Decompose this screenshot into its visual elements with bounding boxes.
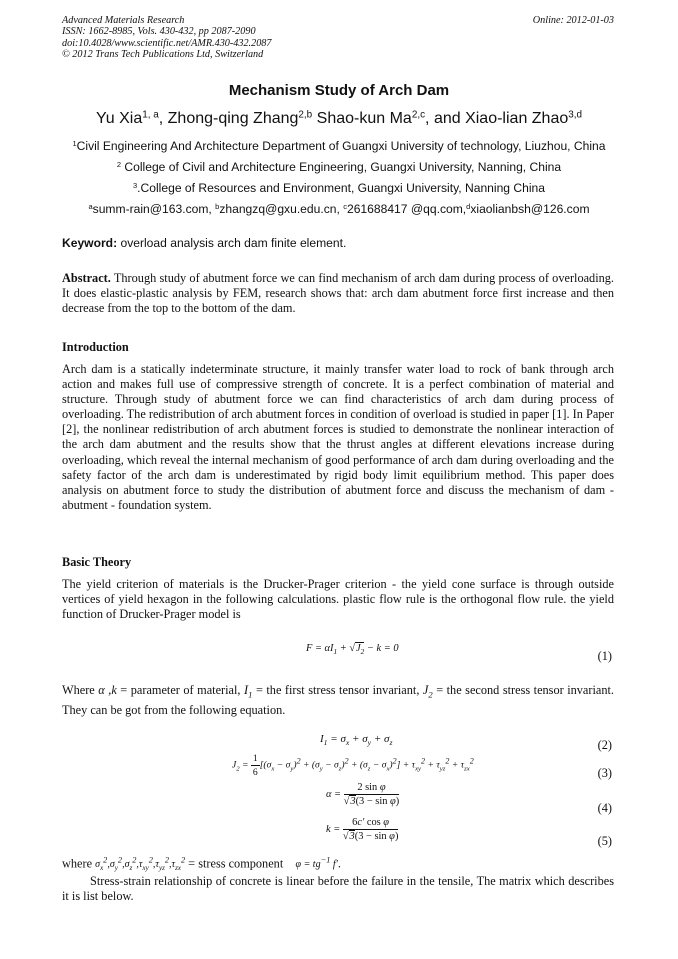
stress-components-symbols: $\sigma_x^2,\sigma_y^2,\sigma_z^2,\tau_{xy}^2,\tau_{yz}^2,\tau_{zx}^2$ <box>95 856 186 873</box>
online-date: Online: 2012-01-03 <box>532 15 614 26</box>
where-text: = parameter of material, <box>116 683 245 697</box>
phi-formula: $\varphi = tg^{-1}$ f′ <box>295 856 338 871</box>
copyright-line: © 2012 Trans Tech Publications Ltd, Switzerland <box>62 49 264 61</box>
email-link[interactable]: zhangzq@gxu.edu.cn, <box>219 202 344 216</box>
where-text: Where <box>62 683 95 697</box>
author-name: Shao-kun Ma <box>316 110 412 127</box>
where-text: = the first stress tensor invariant, <box>252 683 423 697</box>
author-sup: 2,b <box>298 109 313 121</box>
publication-meta <box>62 15 271 61</box>
affiliation-1 <box>0 139 678 153</box>
email-link[interactable]: xiaolianbsh@126.com <box>470 202 590 216</box>
author-sup: 1, a <box>142 109 159 121</box>
equation-4: α = $\frac{\text{2 sin φ}}{\text{√3(3 − sin φ)}}$ <box>326 782 400 807</box>
equation-1: $F = \alpha I_1 + √J_2 - k = 0$ <box>306 643 399 657</box>
email-sup: a <box>88 201 93 211</box>
where-parameters-paragraph <box>62 683 614 718</box>
author-sup: 3,d <box>568 109 583 121</box>
email-sup: b <box>215 201 220 211</box>
abstract-label: Abstract. <box>62 271 111 285</box>
equation-3: $J_2$ = $\frac{1}{6}$ $[(\sigma_x - \sigma_y)^2 + (\sigma_y - \sigma_z)^2 + (\sigma_z - \sigma_x)^2] + \tau_{xy}^2 + \tau_{yz}^2 + \tau_{zx}^2$ <box>232 753 474 778</box>
j2-symbol: $J_2$ <box>422 683 433 700</box>
equation-number: (5) <box>597 834 612 848</box>
issn-line: ISSN: 1662-8985, Vols. 430-432, pp 2087-2090 <box>62 26 256 38</box>
keyword-line <box>62 236 346 250</box>
abstract-text: Through study of abutment force we can find mechanism of arch dam during process of overloading. It does elastic-plastic analysis by FEM, research shows that: arch dam abutment force first increase and then decrease from the top to the bottom of the dam. <box>62 271 614 316</box>
basic-theory-paragraph: The yield criterion of materials is the Drucker-Prager criterion - the yield cone surface is through outside vertices of yield hexagon in the following calculations. plastic flow rule is the orthogonal flow rule. the yield function of Drucker-Prager model is <box>62 577 614 622</box>
affiliation-text: .College of Resources and Environment, Guangxi University, Nanning China <box>137 181 545 195</box>
affiliation-sup: 2 <box>116 159 122 169</box>
email-sup: c <box>343 201 347 211</box>
introduction-paragraph: Arch dam is a statically indeterminate structure, it mainly transfer water load to rock of bank through arch action and makes full use of compressive strength of concrete. It is a perfect combination of material and structure. Through study of abutment force we can find characteristics of arch dam during process of overloading. The redistribution of arch abutment forces in condition of overload is studied in paper [1]. In Paper [2], the nonlinear redistribution of arch abutment forces is studied to demonstrate the nonlinear interaction of the arch dam abutment and the results show that the thrust angles at different elevations increase during overloading, which reveal the internal mechanism of good performance of arch dam during overloading and the safety factor of the arch dam is underestimated by rigid body limit equilibrium method. This paper does analysis on abutment force to study the distribution of abutment force and discuss the mechanism of dam - abutment - foundation system. <box>62 362 614 512</box>
basic-theory-heading: Basic Theory <box>62 555 132 569</box>
where-text: = stress component <box>185 856 284 871</box>
equation-number: (3) <box>597 766 612 780</box>
alpha-k-symbols: α ,k <box>98 683 117 697</box>
author-sep: , <box>158 110 168 127</box>
author-name: Yu Xia <box>95 110 143 127</box>
stress-strain-paragraph: Stress-strain relationship of concrete is linear before the failure in the tensile, The matrix which describes it is list below. <box>62 874 614 904</box>
doi-line: doi:10.4028/www.scientific.net/AMR.430-432.2087 <box>62 37 272 49</box>
where-stress-paragraph: where $\sigma_x^2,\sigma_y^2,\sigma_z^2,\tau_{xy}^2,\tau_{yz}^2,\tau_{zx}^2$ = stress component $\varphi = tg^{-1}$ f′. <box>62 856 341 873</box>
paper-title: Mechanism Study of Arch Dam <box>228 82 450 99</box>
affiliation-2 <box>0 160 678 174</box>
email-link[interactable]: summ-rain@163.com, <box>92 202 216 216</box>
where-text: = the second stress tensor invariant. They can be got from the following equation. <box>62 683 614 717</box>
author-name: Xiao-lian Zhao <box>465 110 569 127</box>
affiliation-3 <box>0 181 678 195</box>
author-sep: , and <box>425 110 466 127</box>
email-sup: d <box>466 201 471 211</box>
keyword-text: overload analysis arch dam finite element. <box>117 236 347 250</box>
equation-number: (2) <box>597 738 612 752</box>
author-list <box>0 110 678 128</box>
affiliation-sup: 1 <box>72 138 77 148</box>
equation-number: (1) <box>597 649 612 663</box>
affiliation-sup: 3 <box>133 180 138 190</box>
affiliation-text: Civil Engineering And Architecture Department of Guangxi University of technology, Liuzhou, China <box>76 139 606 153</box>
i1-symbol: $I_1$ <box>244 683 253 700</box>
email-line <box>0 202 678 216</box>
affiliation-text: College of Civil and Architecture Engineering, Guangxi University, Nanning, China <box>121 160 562 174</box>
equation-number: (4) <box>597 801 612 815</box>
abstract-paragraph <box>62 271 614 316</box>
introduction-heading: Introduction <box>62 340 129 354</box>
author-sup: 2,c <box>411 109 426 121</box>
equation-2: $I_1 = \sigma_x + \sigma_y + \sigma_z$ <box>320 733 393 748</box>
where-text: where <box>62 856 93 871</box>
keyword-label: Keyword: <box>62 236 118 250</box>
author-name: Zhong-qing Zhang <box>167 110 299 127</box>
equation-5: k = $\frac{\text{6c′ cos φ}}{\text{√3(3 − sin φ)}}$ <box>326 817 399 842</box>
journal-name: Advanced Materials Research <box>62 15 185 26</box>
email-link[interactable]: 261688417 @qq.com, <box>346 202 467 216</box>
